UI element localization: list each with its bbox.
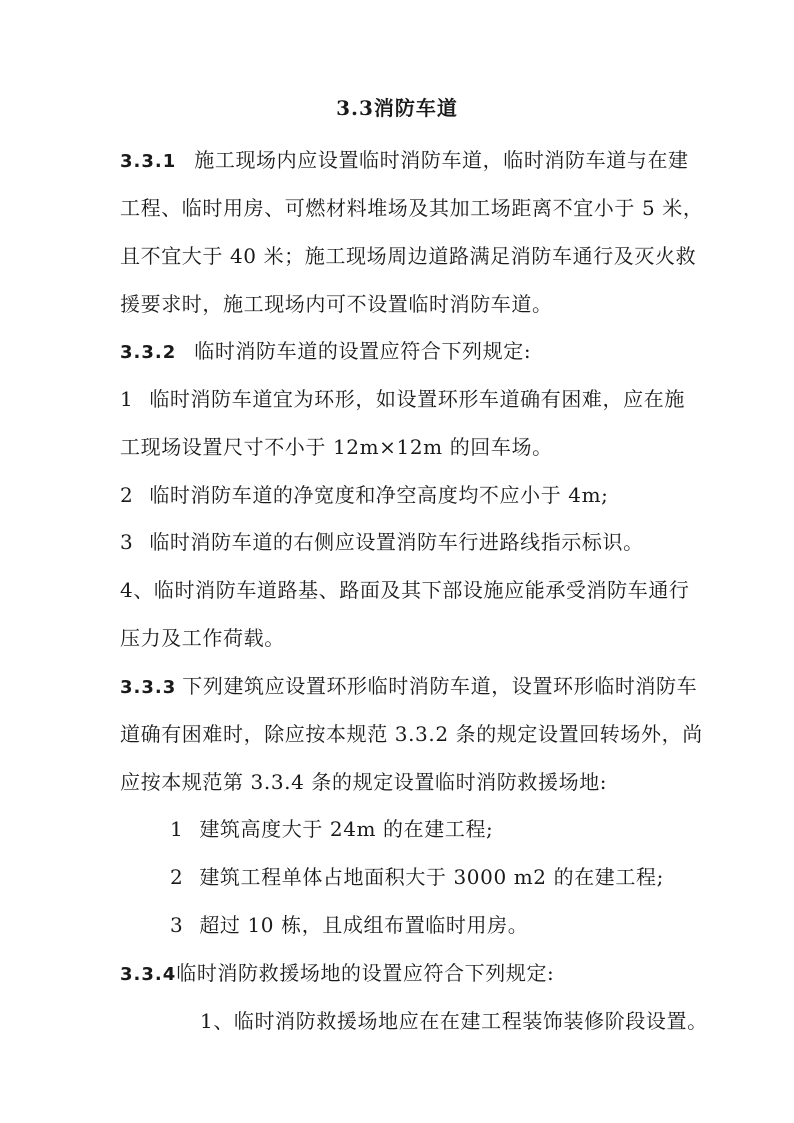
clause-3-3-4-item-1: 1、临时消防救援场地应在在建工程装饰装修阶段设置。 [200, 1009, 708, 1033]
item-text: 建筑工程单体占地面积大于 3000 m2 的在建工程; [199, 865, 664, 889]
item-text: 超过 10 栋，且成组布置临时用房。 [199, 913, 529, 937]
clause-text: 临时消防救援场地的设置应符合下列规定: [176, 961, 555, 985]
clause-number: 3.3.3 [120, 677, 177, 698]
section-title: 3.3消防车道 [336, 96, 458, 120]
clause-text: 临时消防车道的设置应符合下列规定: [194, 339, 532, 363]
clause-text: 下列建筑应设置环形临时消防车道，设置环形临时消防车 [182, 674, 698, 698]
item-number: 3 [120, 530, 134, 554]
clause-number: 3.3.2 [120, 342, 177, 363]
item-number: 3 [170, 913, 184, 937]
clause-3-3-2-line-1 [120, 337, 531, 367]
clause-3-3-3-line-1 [120, 672, 697, 702]
item-text: 临时消防车道的右侧应设置消防车行进路线指示标识。 [149, 530, 644, 554]
clause-3-3-1-line-4: 援要求时，施工现场内可不设置临时消防车道。 [120, 292, 553, 316]
item-number: 2 [120, 483, 134, 507]
item-text: 临时消防车道宜为环形，如设置环形车道确有困难，应在施 [149, 387, 685, 411]
item-number: 2 [170, 865, 184, 889]
clause-3-3-2-item-1-line-1 [120, 385, 685, 413]
item-number: 1 [120, 387, 134, 411]
clause-text: 施工现场内应设置临时消防车道，临时消防车道与在建 [194, 148, 689, 172]
clause-3-3-1-line-3: 且不宜大于 40 米；施工现场周边道路满足消防车通行及灭火救 [120, 244, 697, 268]
clause-number: 3.3.1 [120, 151, 177, 172]
clause-3-3-4-line-1 [120, 959, 554, 989]
item-number: 1 [170, 817, 184, 841]
clause-3-3-3-line-3: 应按本规范第 3.3.4 条的规定设置临时消防救援场地: [120, 770, 608, 794]
clause-3-3-1-line-1 [120, 146, 689, 176]
clause-3-3-1-line-2: 工程、临时用房、可燃材料堆场及其加工场距离不宜小于 5 米， [120, 196, 704, 220]
clause-3-3-2-item-3 [120, 528, 644, 556]
clause-number: 3.3.4 [120, 964, 177, 985]
clause-3-3-2-item-2 [120, 481, 609, 509]
clause-3-3-3-item-2 [170, 863, 664, 891]
item-text: 临时消防车道的净宽度和净空高度均不应小于 4m; [149, 483, 609, 507]
clause-3-3-3-item-3 [170, 911, 528, 939]
item-text: 建筑高度大于 24m 的在建工程; [199, 817, 494, 841]
clause-3-3-2-item-4-line-1: 4、临时消防车道路基、路面及其下部设施应能承受消防车通行 [120, 578, 690, 602]
clause-3-3-3-line-2: 道确有困难时，除应按本规范 3.3.2 条的规定设置回转场外，尚 [120, 722, 703, 746]
clause-3-3-2-item-1-line-2: 工现场设置尺寸不小于 12m×12m 的回车场。 [120, 435, 553, 459]
clause-3-3-2-item-4-line-2: 压力及工作荷载。 [120, 626, 285, 650]
clause-3-3-3-item-1 [170, 815, 493, 843]
